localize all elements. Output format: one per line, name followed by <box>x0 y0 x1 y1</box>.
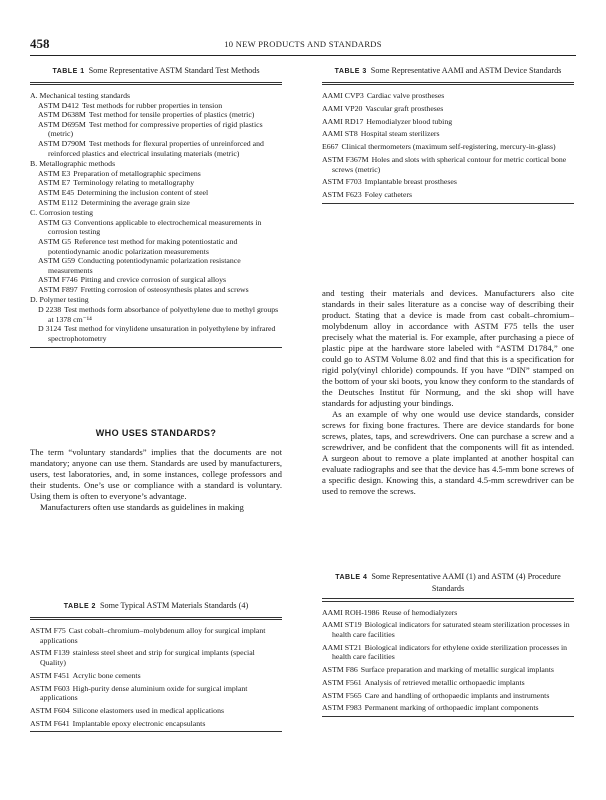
standard-description: Conventions applicable to electrochemical measurements in corrosion testing <box>48 217 262 237</box>
table-3-bottom-rule <box>322 203 574 204</box>
standard-code: ASTM F641 <box>30 718 70 728</box>
table-4-body <box>322 608 574 713</box>
table-1-row <box>30 110 282 120</box>
standard-code: ASTM F139 <box>30 648 70 658</box>
standard-code: D 3124 <box>38 324 62 334</box>
table-2-bottom-rule <box>30 731 282 732</box>
table-4-caption <box>322 572 574 594</box>
standard-description: Analysis of retrieved metallic orthopaedic implants <box>364 677 525 687</box>
running-head: 10 NEW PRODUCTS AND STANDARDS <box>224 39 382 49</box>
table-2-row <box>30 719 282 729</box>
standard-description: Hospital steam sterilizers <box>360 129 440 139</box>
standard-code: ASTM F703 <box>322 177 362 187</box>
standard-code: AAMI ST8 <box>322 129 358 139</box>
table-4-row <box>322 678 574 688</box>
paragraph: As an example of why one would use device standards, consider screws for fixing bone fractures. There are device standards for bone screws, plates, taps, and screwdrivers. One can purchase a screw and a screwdriver, and be confident that the components will fit as intended. A surgeon about to remove a plate implanted at another hospital can evaluate radiographs and see that the device has 4.5-mm bone screws of a specific design. Knowing this, a standard 4.5-mm screwdriver can be used to remove the screws. <box>322 409 574 496</box>
table-1-top-rule <box>30 82 282 83</box>
table-3 <box>322 66 574 204</box>
table-1 <box>30 66 282 348</box>
standard-description: Terminology relating to metallography <box>73 178 195 188</box>
table-4-row <box>322 643 574 662</box>
standard-code: AAMI ST19 <box>322 620 362 630</box>
standard-code: D 2238 <box>38 305 62 315</box>
table-1-section-heading: D. Polymer testing <box>30 295 89 305</box>
table-1-section-heading: A. Mechanical testing standards <box>30 91 131 100</box>
standard-code: AAMI CVP3 <box>322 91 364 100</box>
table-4-title: Some Representative AAMI (1) and ASTM (4) Procedure Standards <box>371 572 561 593</box>
table-1-row <box>30 285 282 295</box>
table-4-row <box>322 703 574 713</box>
standard-description: Test methods form absorbance of polyethylene due to methyl groups at 1378 cm⁻¹⁴ <box>48 305 279 324</box>
table-1-bottom-rule <box>30 347 282 348</box>
table-3-row <box>322 155 574 174</box>
standard-code: ASTM D638M <box>38 110 86 120</box>
standard-description: Implantable epoxy electronic encapsulants <box>72 718 206 728</box>
table-3-row <box>322 104 574 114</box>
standard-code: AAMI ST21 <box>322 642 362 652</box>
table-2-row <box>30 671 282 681</box>
standard-code: ASTM F603 <box>30 683 70 693</box>
standard-code: AAMI RD17 <box>322 116 364 126</box>
who-uses-section <box>30 428 282 513</box>
standard-description: Reuse of hemodialyzers <box>382 607 458 617</box>
standard-code: ASTM E45 <box>38 187 75 197</box>
standard-code: ASTM F604 <box>30 705 70 715</box>
standard-code: ASTM D790M <box>38 138 86 148</box>
standard-code: ASTM F86 <box>322 665 358 675</box>
header-rule <box>30 55 576 56</box>
table-1-row <box>30 256 282 275</box>
standard-description: Implantable breast prostheses <box>364 177 457 187</box>
table-1-row <box>30 169 282 179</box>
standard-description: Acrylic bone cements <box>72 670 141 680</box>
paragraph: and testing their materials and devices. Manufacturers also cite standards in their sales literature as a concise way of describing their product. Stating that a device is made from cast cobalt–chromium–molybdenum alloy in accordance with ASTM F75 tells the user precisely what the material is. For example, after purchasing a piece of plastic pipe at the hardware store labeled with “ASTM D1784,” one could go to ASTM Volume 8.02 and find that this is a specification for rigid poly(vinyl chloride) compounds. If you have “DIN” stamped on the bottom of your ski boots, you know they conform to the standards of the Deutsches Institut für Normung, and the ski shop will have standards for adjusting your bindings. <box>322 288 574 408</box>
standard-description: Foley catheters <box>364 190 413 200</box>
standard-code: ASTM F565 <box>322 690 362 700</box>
table-1-row <box>30 101 282 111</box>
standard-description: Determining the average grain size <box>80 197 190 207</box>
standard-code: ASTM G3 <box>38 217 72 227</box>
table-4-top-rule <box>322 598 574 599</box>
standard-description: Care and handling of orthopaedic implants and instruments <box>364 690 550 700</box>
standard-code: E667 <box>322 142 339 152</box>
standard-description: Biological indicators for saturated steam sterilization processes in health care facilities <box>332 620 570 639</box>
standard-description: Silicone elastomers used in medical applications <box>72 705 225 715</box>
table-1-row <box>30 237 282 256</box>
table-1-label: TABLE 1 <box>52 68 85 75</box>
standard-description: Vascular graft prostheses <box>365 103 444 113</box>
table-4-row <box>322 691 574 701</box>
table-3-row <box>322 177 574 187</box>
table-2-label: TABLE 2 <box>63 603 96 610</box>
standard-code: ASTM F75 <box>30 626 66 635</box>
page-number: 458 <box>30 36 50 51</box>
table-4-bottom-rule <box>322 716 574 717</box>
paragraph: Manufacturers often use standards as guidelines in making <box>40 502 244 512</box>
table-3-top-rule <box>322 82 574 83</box>
table-4 <box>322 572 574 717</box>
standard-description: stainless steel sheet and strip for surgical implants (special Quality) <box>40 648 255 667</box>
standard-description: Permanent marking of orthopaedic implant components <box>364 703 539 713</box>
standard-code: ASTM D412 <box>38 100 79 110</box>
standard-description: Conducting potentiodynamic polarization resistance measurements <box>48 256 241 275</box>
standard-code: ASTM D695M <box>38 119 86 129</box>
table-1-row <box>30 218 282 237</box>
right-body-text <box>322 288 574 497</box>
standard-description: Test method for vinylidene unsaturation in polyethylene by infrared spectrophotometry <box>48 324 276 343</box>
table-3-row <box>322 190 574 200</box>
standard-description: Test methods for flexural properties of unreinforced and reinforced plastics and electrical insulating materials (metric) <box>48 138 264 158</box>
standard-description: Surface preparation and marking of metallic surgical implants <box>360 665 554 675</box>
table-4-label: TABLE 4 <box>335 574 368 581</box>
table-3-row <box>322 129 574 139</box>
table-1-title: Some Representative ASTM Standard Test Methods <box>88 66 260 75</box>
standard-description: Pitting and crevice corrosion of surgical alloys <box>80 275 227 285</box>
standard-code: ASTM F746 <box>38 275 78 285</box>
standard-description: Cast cobalt–chromium–molybdenum alloy for surgical implant applications <box>40 626 266 645</box>
standard-code: ASTM F983 <box>322 703 362 713</box>
table-3-caption <box>322 66 574 78</box>
standard-description: Test method for compressive properties of rigid plastics (metric) <box>48 119 263 139</box>
standard-code: ASTM F897 <box>38 284 78 294</box>
table-3-row <box>322 117 574 127</box>
standard-description: Hemodialyzer blood tubing <box>366 116 453 126</box>
standard-description: Fretting corrosion of osteosynthesis plates and screws <box>80 284 249 294</box>
table-2 <box>30 601 282 732</box>
table-1-row <box>30 178 282 188</box>
table-3-label: TABLE 3 <box>334 68 367 75</box>
table-2-row <box>30 706 282 716</box>
table-3-row <box>322 91 574 101</box>
standard-code: ASTM F367M <box>322 154 369 164</box>
table-1-row <box>30 198 282 208</box>
table-4-row <box>322 665 574 675</box>
standard-code: ASTM E7 <box>38 178 71 188</box>
table-1-row <box>30 120 282 139</box>
standard-description: Test methods for rubber properties in tension <box>81 100 223 110</box>
standard-description: Cardiac valve prostheses <box>366 91 445 100</box>
table-3-row <box>322 142 574 152</box>
standard-code: ASTM G5 <box>38 236 72 246</box>
table-4-row <box>322 608 574 618</box>
table-2-title: Some Typical ASTM Materials Standards (4) <box>99 601 249 610</box>
standard-description: Preparation of metallographic specimens <box>73 168 201 178</box>
standard-description: Reference test method for making potentiostatic and potentiodynamic anodic polarization measurements <box>48 236 238 256</box>
table-2-row <box>30 684 282 703</box>
table-4-row <box>322 620 574 639</box>
standard-code: AAMI VP20 <box>322 103 363 113</box>
standard-code: ASTM G59 <box>38 256 76 266</box>
table-1-row <box>30 188 282 198</box>
standard-description: Holes and slots with spherical contour for metric cortical bone screws (metric) <box>332 154 567 174</box>
table-1-row <box>30 305 282 324</box>
table-2-caption <box>30 601 282 613</box>
standard-code: ASTM F451 <box>30 670 70 680</box>
standard-code: ASTM E3 <box>38 168 71 178</box>
table-1-row <box>30 275 282 285</box>
standard-description: Determining the inclusion content of steel <box>77 187 209 197</box>
table-1-section-heading: C. Corrosion testing <box>30 208 94 218</box>
standard-code: ASTM F623 <box>322 190 362 200</box>
table-2-row <box>30 626 282 645</box>
table-2-body <box>30 626 282 728</box>
standard-description: Test method for tensile properties of plastics (metric) <box>88 110 255 120</box>
table-2-top-rule <box>30 617 282 618</box>
standard-code: ASTM F561 <box>322 677 362 687</box>
section-heading: WHO USES STANDARDS? <box>95 428 217 438</box>
table-1-row <box>30 139 282 158</box>
table-3-title: Some Representative AAMI and ASTM Device Standards <box>370 66 562 75</box>
table-2-row <box>30 648 282 667</box>
table-3-body <box>322 91 574 200</box>
table-1-body <box>30 91 282 343</box>
table-1-row <box>30 324 282 343</box>
paragraph: The term “voluntary standards” implies that the documents are not mandatory; anyone can use them. Standards are used by manufacturers, users, test laboratories, and, in some instances, college professors and their students. One’s use or compliance with a standard is voluntary. Using them is often to everyone’s advantage. <box>30 447 282 501</box>
standard-code: ASTM E112 <box>38 197 78 207</box>
standard-description: Biological indicators for ethylene oxide sterilization processes in health care facilities <box>332 642 568 662</box>
table-1-caption <box>30 66 282 78</box>
standard-description: Clinical thermometers (maximum self-registering, mercury-in-glass) <box>341 142 556 152</box>
standard-description: High-purity dense aluminium oxide for surgical implant applications <box>40 683 248 703</box>
table-1-section-heading: B. Metallographic methods <box>30 159 116 169</box>
standard-code: AAMI ROH-1986 <box>322 607 380 617</box>
